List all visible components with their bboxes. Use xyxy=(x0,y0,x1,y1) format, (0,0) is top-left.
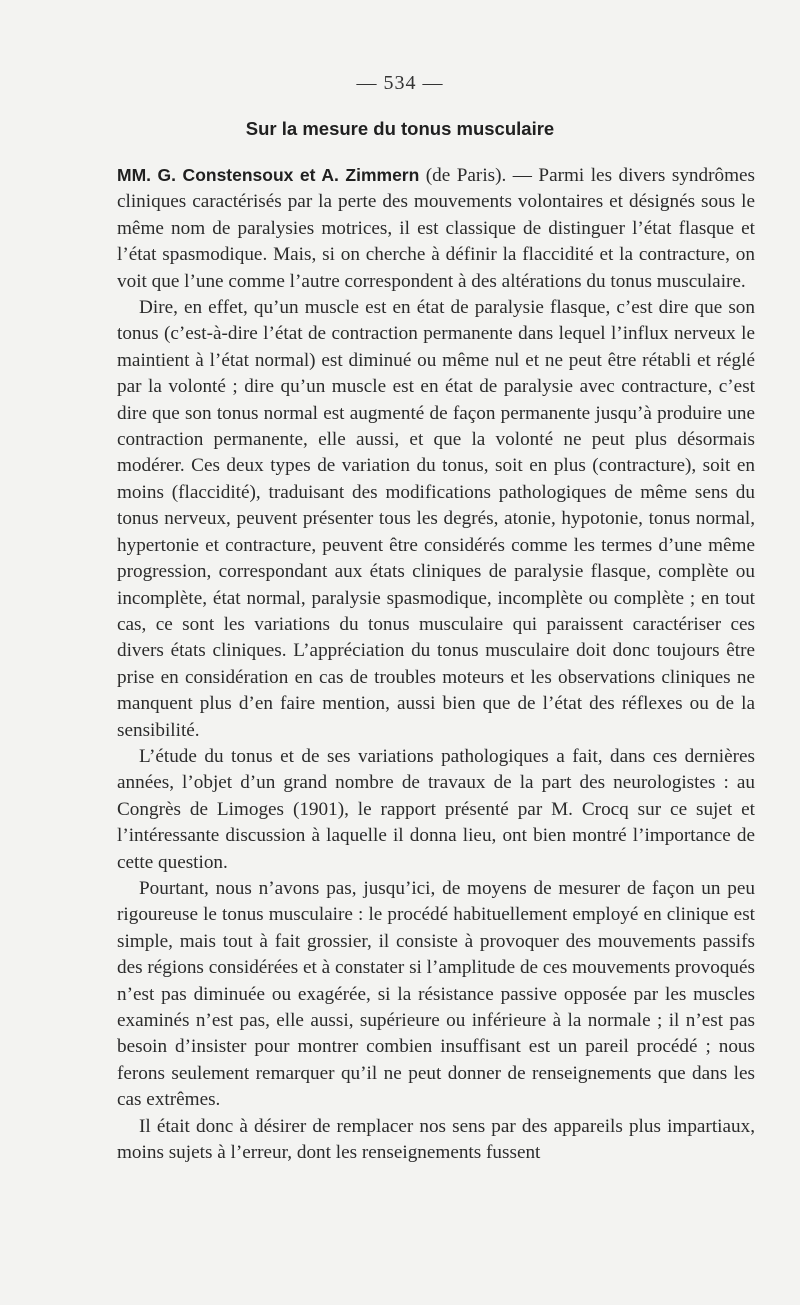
page-number: — 534 — xyxy=(356,72,444,94)
paragraph-3: L’étude du tonus et de ses variations pathologiques a fait, dans ces dernières années, l’objet d’un grand nombre de travaux de la part des neurologistes : au Congrès de Limoges (1901), le rapport présenté par M. Crocq sur ce sujet et l’intéressante discussion à laquelle il donna lieu, ont bien montré l’importance de cette question. xyxy=(117,745,755,873)
paragraph-2: Dire, en effet, qu’un muscle est en état de paralysie flasque, c’est dire que son tonus (c’est-à-dire l’état de contraction permanente dans lequel l’influx nerveux le maintient à l’état normal) est diminué ou même nul et ne peut être rétabli et réglé par la volonté ; dire qu’un muscle est en état de paralysie avec contracture, c’est dire que son tonus normal est augmenté de façon permanente jusqu’à produire une contraction permanente, elle aussi, et que la volonté ne peut plus désormais modérer. Ces deux types de variation du tonus, soit en plus (contracture), soit en moins (flaccidité), traduisant des modifications pathologiques de même sens du tonus nerveux, peuvent présenter tous les degrés, atonie, hypotonie, tonus normal, hypertonie et contracture, peuvent être considérés comme les termes d’une même progression, correspondant aux états cliniques de paralysie flasque, complète ou incomplète, état normal, paralysie spasmodique, incomplète ou complète ; en tout cas, ce sont les variations du tonus musculaire qui paraissent caractériser ces divers états cliniques. L’appréciation du tonus musculaire doit donc toujours être prise en considération en cas de troubles moteurs et les observations cliniques ne manquent plus d’en faire mention, aussi bien que de l’état des réflexes ou de la sensibilité. xyxy=(117,297,755,741)
article-title: Sur la mesure du tonus musculaire xyxy=(245,118,555,139)
paragraph-4: Pourtant, nous n’avons pas, jusqu’ici, de moyens de mesurer de façon un peu rigoureuse le tonus musculaire : le procédé habituellement employé en clinique est simple, mais tout à fait grossier, il consiste à provoquer des mouvements passifs des régions considérées et à constater si l’amplitude de ces mouvements provoqués n’est pas diminuée ou exagérée, si la résistance passive opposée par les muscles examinés n’est pas, elle aussi, supérieure ou inférieure à la normale ; il n’est pas besoin d’insister pour montrer combien insuffisant est un pareil procédé ; nous ferons seulement remarquer qu’il ne peut donner de renseignements que dans les cas extrêmes. xyxy=(117,877,755,1111)
authors: MM. G. Constensoux et A. Zimmern xyxy=(117,165,420,185)
paragraph-5: Il était donc à désirer de remplacer nos sens par des appareils plus impartiaux, moins sujets à l’erreur, dont les renseignements fussent xyxy=(117,1115,755,1164)
article-body xyxy=(117,162,755,1166)
paragraph-1-text: (de Paris). — Parmi les divers syndrômes cliniques caractérisés par la perte des mouvements volontaires et désignés sous le même nom de paralysies motrices, il est classique de distinguer l’état flasque et l’état spasmodique. Mais, si on cherche à définir la flaccidité et la contracture, on voit que l’une comme l’autre correspondent à des altérations du tonus musculaire. xyxy=(117,165,755,292)
paragraph-1 xyxy=(117,162,755,295)
